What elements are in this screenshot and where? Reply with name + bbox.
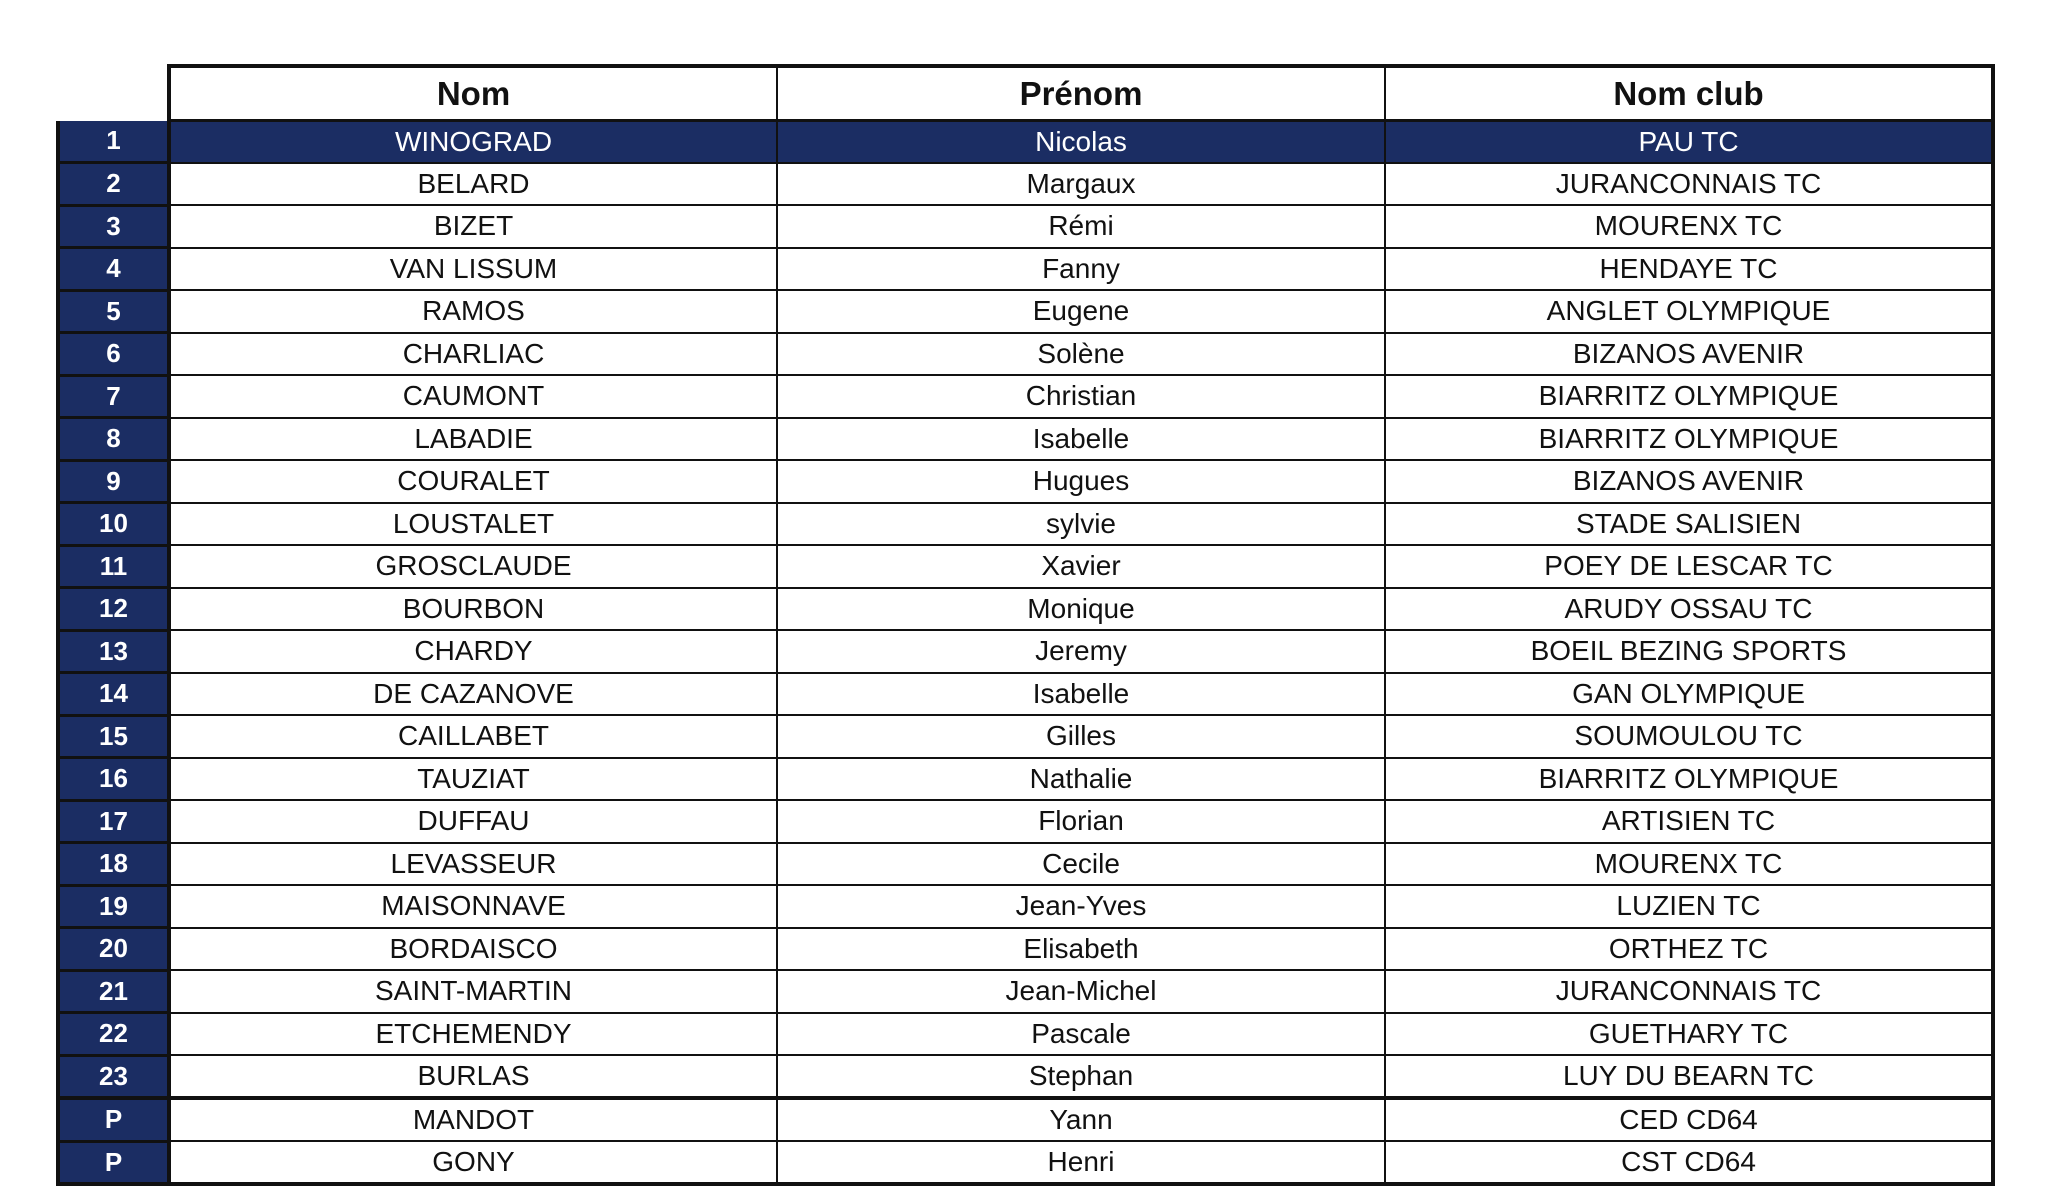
prenom-cell: Jeremy bbox=[777, 630, 1385, 673]
table-row bbox=[58, 545, 1993, 588]
prenom-cell: Nathalie bbox=[777, 758, 1385, 801]
prenom-cell: Christian bbox=[777, 375, 1385, 418]
prenom-cell: Henri bbox=[777, 1141, 1385, 1184]
prenom-cell: Fanny bbox=[777, 248, 1385, 291]
rank-cell: 6 bbox=[58, 333, 169, 376]
nom-cell: SAINT-MARTIN bbox=[169, 970, 777, 1013]
club-cell: BIARRITZ OLYMPIQUE bbox=[1385, 758, 1993, 801]
club-cell: MOURENX TC bbox=[1385, 205, 1993, 248]
club-cell: HENDAYE TC bbox=[1385, 248, 1993, 291]
rank-cell: 4 bbox=[58, 248, 169, 291]
header-club: Nom club bbox=[1385, 66, 1993, 121]
table-row bbox=[58, 758, 1993, 801]
table-row bbox=[58, 121, 1993, 163]
rank-cell: 8 bbox=[58, 418, 169, 461]
rank-cell: 13 bbox=[58, 630, 169, 673]
club-cell: BOEIL BEZING SPORTS bbox=[1385, 630, 1993, 673]
rank-cell: 5 bbox=[58, 290, 169, 333]
nom-cell: WINOGRAD bbox=[169, 121, 777, 163]
rank-cell: 14 bbox=[58, 673, 169, 716]
club-cell: BIZANOS AVENIR bbox=[1385, 460, 1993, 503]
table-row bbox=[58, 843, 1993, 886]
club-cell: POEY DE LESCAR TC bbox=[1385, 545, 1993, 588]
club-cell: BIZANOS AVENIR bbox=[1385, 333, 1993, 376]
table-row bbox=[58, 588, 1993, 631]
nom-cell: LEVASSEUR bbox=[169, 843, 777, 886]
rank-cell: 11 bbox=[58, 545, 169, 588]
club-cell: JURANCONNAIS TC bbox=[1385, 163, 1993, 206]
nom-cell: MAISONNAVE bbox=[169, 885, 777, 928]
club-cell: SOUMOULOU TC bbox=[1385, 715, 1993, 758]
table-row bbox=[58, 1098, 1993, 1141]
rank-cell: P bbox=[58, 1098, 169, 1141]
prenom-cell: Jean-Yves bbox=[777, 885, 1385, 928]
table-row bbox=[58, 970, 1993, 1013]
header-nom: Nom bbox=[169, 66, 777, 121]
rank-cell: 2 bbox=[58, 163, 169, 206]
club-cell: LUY DU BEARN TC bbox=[1385, 1055, 1993, 1098]
club-cell: STADE SALISIEN bbox=[1385, 503, 1993, 546]
rank-cell: 3 bbox=[58, 205, 169, 248]
club-cell: PAU TC bbox=[1385, 121, 1993, 163]
players-table bbox=[56, 64, 1995, 1186]
club-cell: ARUDY OSSAU TC bbox=[1385, 588, 1993, 631]
prenom-cell: Solène bbox=[777, 333, 1385, 376]
nom-cell: VAN LISSUM bbox=[169, 248, 777, 291]
nom-cell: RAMOS bbox=[169, 290, 777, 333]
nom-cell: TAUZIAT bbox=[169, 758, 777, 801]
header-prenom: Prénom bbox=[777, 66, 1385, 121]
nom-cell: ETCHEMENDY bbox=[169, 1013, 777, 1056]
rank-cell: 12 bbox=[58, 588, 169, 631]
nom-cell: DE CAZANOVE bbox=[169, 673, 777, 716]
prenom-cell: Jean-Michel bbox=[777, 970, 1385, 1013]
prenom-cell: Hugues bbox=[777, 460, 1385, 503]
table-row bbox=[58, 928, 1993, 971]
nom-cell: CHARDY bbox=[169, 630, 777, 673]
prenom-cell: Gilles bbox=[777, 715, 1385, 758]
nom-cell: CHARLIAC bbox=[169, 333, 777, 376]
prenom-cell: Elisabeth bbox=[777, 928, 1385, 971]
prenom-cell: Nicolas bbox=[777, 121, 1385, 163]
table-row bbox=[58, 418, 1993, 461]
table-row bbox=[58, 375, 1993, 418]
nom-cell: BOURBON bbox=[169, 588, 777, 631]
rank-cell: 1 bbox=[58, 121, 169, 163]
club-cell: LUZIEN TC bbox=[1385, 885, 1993, 928]
club-cell: ORTHEZ TC bbox=[1385, 928, 1993, 971]
nom-cell: BELARD bbox=[169, 163, 777, 206]
prenom-cell: Eugene bbox=[777, 290, 1385, 333]
table-row bbox=[58, 673, 1993, 716]
rank-cell: 7 bbox=[58, 375, 169, 418]
table-row bbox=[58, 630, 1993, 673]
table-row bbox=[58, 1013, 1993, 1056]
header-corner bbox=[58, 66, 169, 121]
table-row bbox=[58, 163, 1993, 206]
club-cell: BIARRITZ OLYMPIQUE bbox=[1385, 418, 1993, 461]
club-cell: ARTISIEN TC bbox=[1385, 800, 1993, 843]
nom-cell: BORDAISCO bbox=[169, 928, 777, 971]
nom-cell: MANDOT bbox=[169, 1098, 777, 1141]
prenom-cell: Rémi bbox=[777, 205, 1385, 248]
nom-cell: LABADIE bbox=[169, 418, 777, 461]
prenom-cell: Monique bbox=[777, 588, 1385, 631]
rank-cell: 23 bbox=[58, 1055, 169, 1098]
rank-cell: 9 bbox=[58, 460, 169, 503]
club-cell: GAN OLYMPIQUE bbox=[1385, 673, 1993, 716]
rank-cell: 19 bbox=[58, 885, 169, 928]
prenom-cell: Xavier bbox=[777, 545, 1385, 588]
rank-cell: P bbox=[58, 1141, 169, 1184]
nom-cell: LOUSTALET bbox=[169, 503, 777, 546]
nom-cell: BIZET bbox=[169, 205, 777, 248]
nom-cell: COURALET bbox=[169, 460, 777, 503]
nom-cell: BURLAS bbox=[169, 1055, 777, 1098]
rank-cell: 20 bbox=[58, 928, 169, 971]
club-cell: JURANCONNAIS TC bbox=[1385, 970, 1993, 1013]
header-row bbox=[58, 66, 1993, 121]
nom-cell: CAUMONT bbox=[169, 375, 777, 418]
club-cell: CED CD64 bbox=[1385, 1098, 1993, 1141]
rank-cell: 18 bbox=[58, 843, 169, 886]
table-row bbox=[58, 460, 1993, 503]
rank-cell: 16 bbox=[58, 758, 169, 801]
club-cell: ANGLET OLYMPIQUE bbox=[1385, 290, 1993, 333]
table-row bbox=[58, 885, 1993, 928]
table-row bbox=[58, 1055, 1993, 1098]
prenom-cell: Cecile bbox=[777, 843, 1385, 886]
nom-cell: DUFFAU bbox=[169, 800, 777, 843]
nom-cell: GONY bbox=[169, 1141, 777, 1184]
nom-cell: GROSCLAUDE bbox=[169, 545, 777, 588]
table-row bbox=[58, 503, 1993, 546]
rank-cell: 21 bbox=[58, 970, 169, 1013]
prenom-cell: Isabelle bbox=[777, 673, 1385, 716]
prenom-cell: sylvie bbox=[777, 503, 1385, 546]
prenom-cell: Stephan bbox=[777, 1055, 1385, 1098]
rank-cell: 15 bbox=[58, 715, 169, 758]
nom-cell: CAILLABET bbox=[169, 715, 777, 758]
rank-cell: 17 bbox=[58, 800, 169, 843]
prenom-cell: Pascale bbox=[777, 1013, 1385, 1056]
prenom-cell: Isabelle bbox=[777, 418, 1385, 461]
rank-cell: 10 bbox=[58, 503, 169, 546]
table-row bbox=[58, 1141, 1993, 1184]
table-row bbox=[58, 205, 1993, 248]
club-cell: GUETHARY TC bbox=[1385, 1013, 1993, 1056]
prenom-cell: Florian bbox=[777, 800, 1385, 843]
club-cell: BIARRITZ OLYMPIQUE bbox=[1385, 375, 1993, 418]
table-row bbox=[58, 290, 1993, 333]
table-row bbox=[58, 333, 1993, 376]
prenom-cell: Margaux bbox=[777, 163, 1385, 206]
club-cell: CST CD64 bbox=[1385, 1141, 1993, 1184]
prenom-cell: Yann bbox=[777, 1098, 1385, 1141]
club-cell: MOURENX TC bbox=[1385, 843, 1993, 886]
table-row bbox=[58, 715, 1993, 758]
table-row bbox=[58, 800, 1993, 843]
rank-cell: 22 bbox=[58, 1013, 169, 1056]
table-row bbox=[58, 248, 1993, 291]
